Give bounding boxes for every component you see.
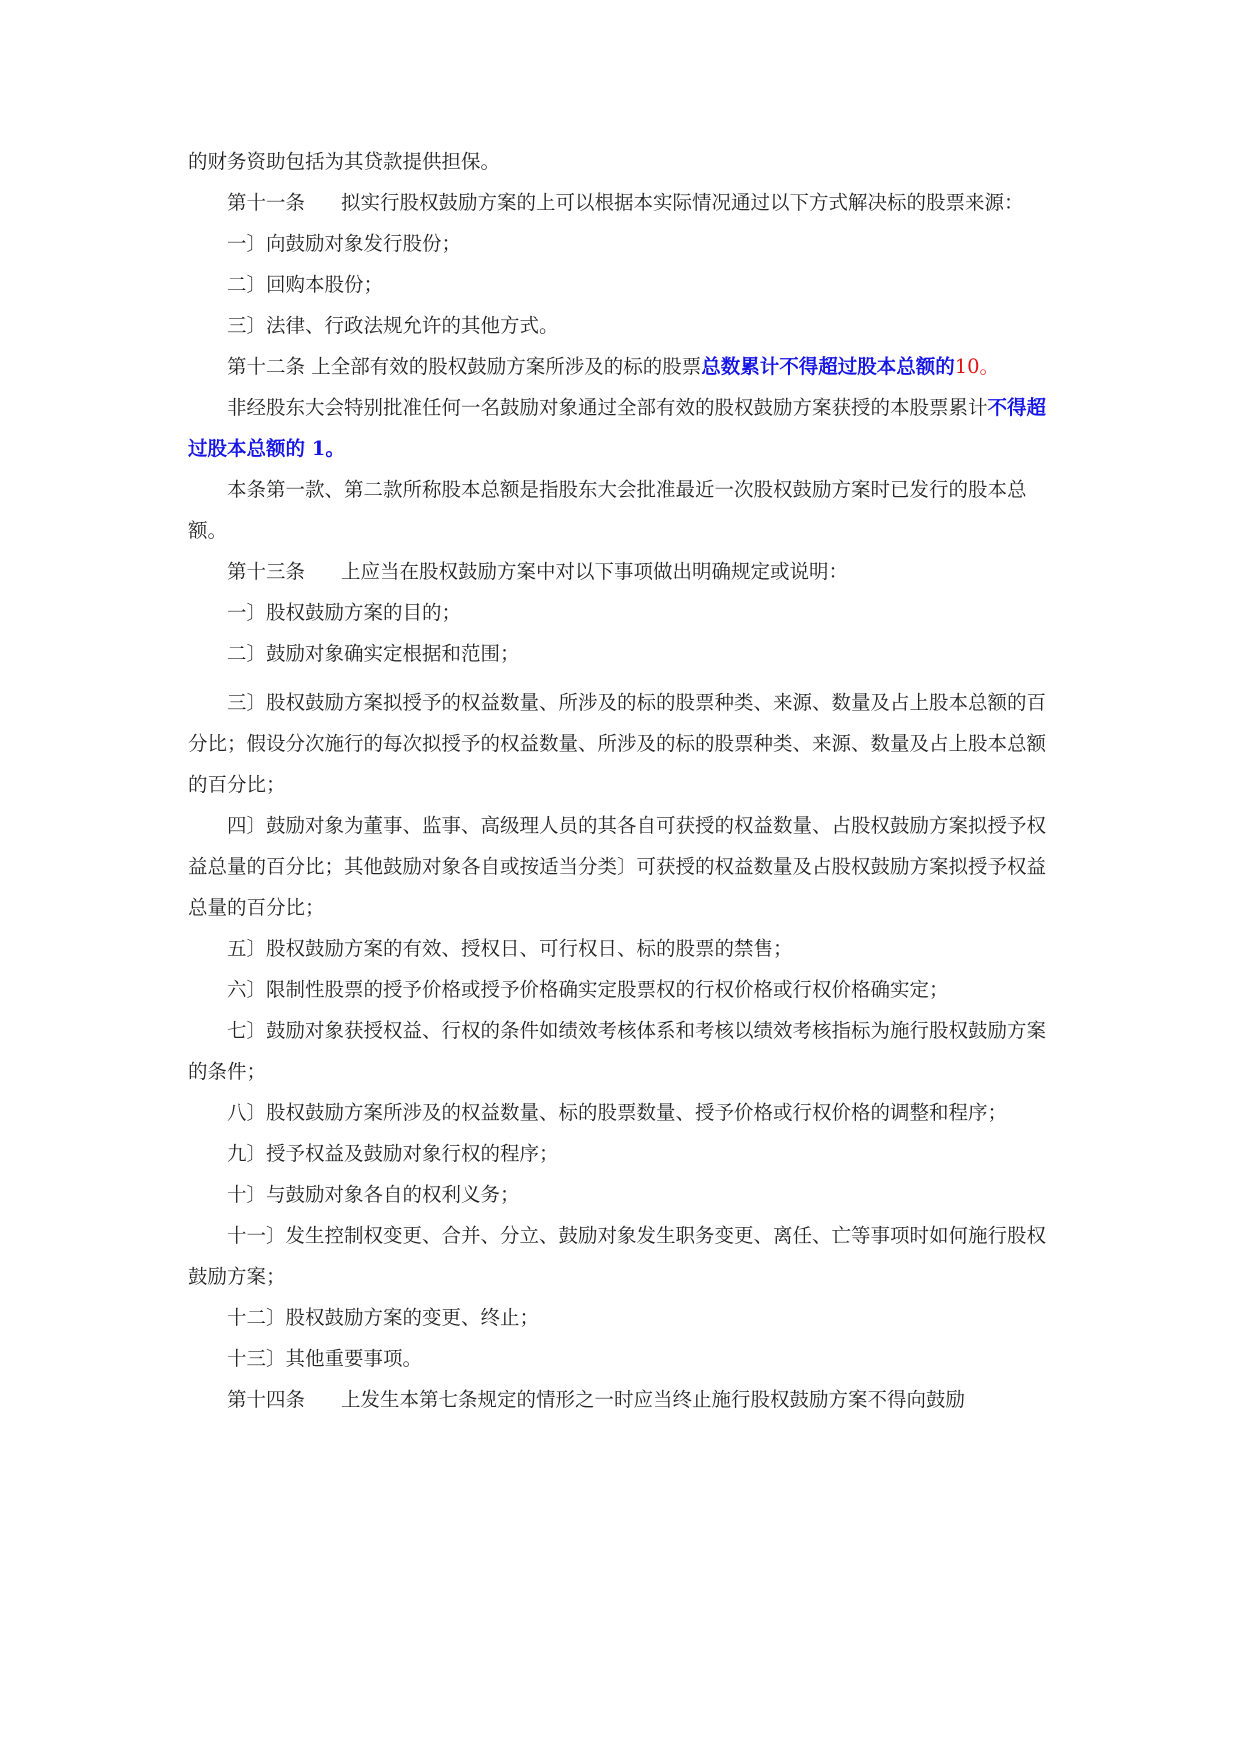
list-item: 一〕向鼓励对象发行股份；: [227, 232, 462, 255]
list-item: 三〕法律、行政法规允许的其他方式。: [227, 314, 559, 337]
highlight-red: 10。: [954, 355, 1000, 378]
list-item: 一〕股权鼓励方案的目的；: [227, 601, 462, 624]
list-item: 八〕股权鼓励方案所涉及的权益数量、标的股票数量、授予价格或行权价格的调整和程序；: [227, 1101, 1008, 1124]
article-14-heading: 第十四条: [227, 1388, 306, 1411]
paragraph-text: 非经股东大会特别批准任何一名鼓励对象通过全部有效的股权鼓励方案获授的本股票累计: [227, 396, 988, 419]
list-item: 十一〕发生控制权变更、合并、分立、鼓励对象发生职务变更、离任、亡等事项时如何施行股权鼓励方案；: [188, 1224, 1047, 1288]
article-13: [188, 551, 1058, 592]
list-item: 十〕与鼓励对象各自的权利义务；: [227, 1183, 520, 1206]
list-item: 五〕股权鼓励方案的有效、授权日、可行权日、标的股票的禁售；: [227, 937, 793, 960]
list-item: 四〕鼓励对象为董事、监事、高级理人员的其各自可获授的权益数量、占股权鼓励方案拟授予权益总量的百分比；其他鼓励对象各自或按适当分类〕可获授的权益数量及占股权鼓励方案拟授予权益总量的百分比；: [188, 814, 1047, 919]
list-item: 二〕鼓励对象确实定根据和范围；: [227, 642, 520, 665]
article-12-text: 第十二条 上全部有效的股权鼓励方案所涉及的标的股票: [227, 355, 702, 378]
list-item: 六〕限制性股票的授予价格或授予价格确实定股票权的行权价格或行权价格确实定；: [227, 978, 949, 1001]
list-item: 十三〕其他重要事项。: [227, 1347, 423, 1370]
article-12-paragraph-2: [188, 387, 1058, 469]
article-14: [188, 1379, 1058, 1420]
article-13-heading: 第十三条: [227, 560, 306, 583]
highlight-blue: 总数累计不得超过股本总额的: [701, 355, 955, 378]
list-item: 九〕授予权益及鼓励对象行权的程序；: [227, 1142, 559, 1165]
article-11-body: 拟实行股权鼓励方案的上可以根据本实际情况通过以下方式解决标的股票来源：: [341, 191, 1024, 214]
list-item: 十二〕股权鼓励方案的变更、终止；: [227, 1306, 540, 1329]
list-item: 三〕股权鼓励方案拟授予的权益数量、所涉及的标的股票种类、来源、数量及占上股本总额的百分比；假设分次施行的每次拟授予的权益数量、所涉及的标的股票种类、来源、数量及占上股本总额的百分比；: [188, 691, 1047, 796]
paragraph-fragment: 的财务资助包括为其贷款提供担保。: [188, 150, 501, 173]
article-12: [188, 346, 1058, 387]
article-12-paragraph-3: 本条第一款、第二款所称股本总额是指股东大会批准最近一次股权鼓励方案时已发行的股本总额。: [188, 478, 1027, 542]
list-item: 七〕鼓励对象获授权益、行权的条件如绩效考核体系和考核以绩效考核指标为施行股权鼓励方案的条件；: [188, 1019, 1047, 1083]
article-11: [188, 182, 1058, 223]
article-11-heading: 第十一条: [227, 191, 306, 214]
article-14-body: 上发生本第七条规定的情形之一时应当终止施行股权鼓励方案不得向鼓励: [341, 1388, 966, 1411]
article-13-body: 上应当在股权鼓励方案中对以下事项做出明确规定或说明：: [341, 560, 849, 583]
list-item: 二〕回购本股份；: [227, 273, 384, 296]
highlight-blue: 不得超过股本总额的 1。: [188, 396, 1047, 460]
document-body: [188, 141, 1058, 1420]
